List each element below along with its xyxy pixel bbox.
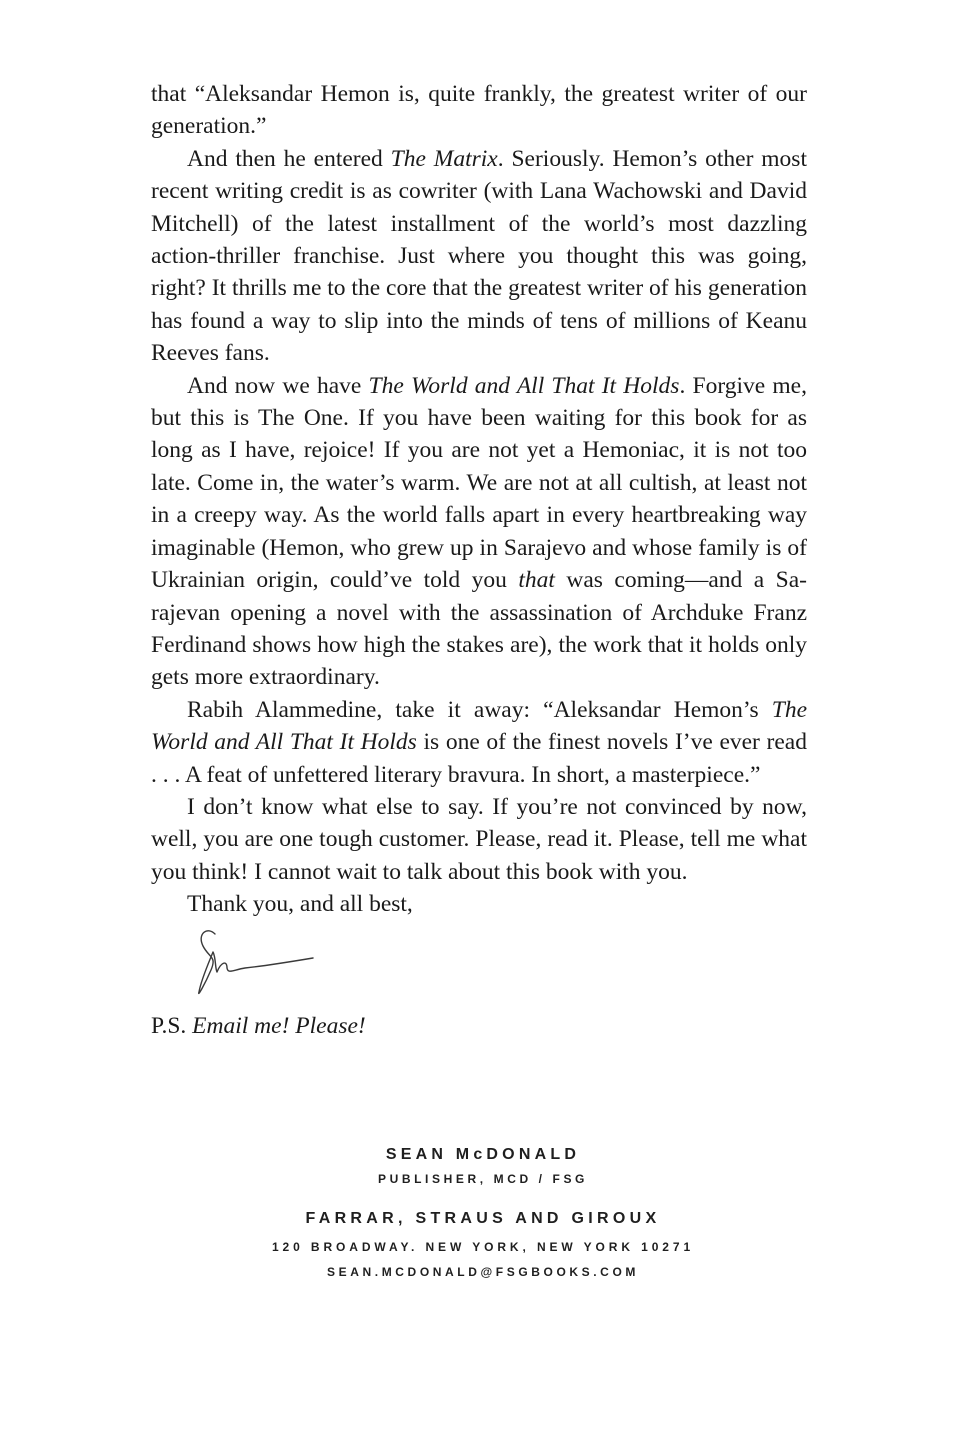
company-address: 120 BROADWAY. NEW YORK, NEW YORK 10271	[271, 1240, 695, 1254]
paragraph-4-text: Rabih Alammedine, take it away: “Aleksandar Hemon’s	[187, 696, 772, 723]
sender-email: SEAN.MCDONALD@FSGBOOKS.COM	[327, 1265, 639, 1279]
paragraph-5-text: I don’t know what else to say. If you’re not convinced by now, well, you are one tough customer. Please, read it. Please, tell me what you think! I cannot wait to talk about this book with you.	[151, 793, 807, 885]
paragraph-5	[151, 791, 807, 888]
paragraph-3-text-end: was coming—and a Sarajevan opening a novel with the assassination of Archduke Franz Ferdinand shows how high the stakes are), the work that it holds only gets more extraordinary.	[151, 567, 807, 691]
sender-name: SEAN McDONALD	[385, 1146, 581, 1163]
book-title: The World and All That It Holds	[368, 372, 680, 399]
paragraph-3-text: And now we have	[187, 372, 369, 399]
paragraph-1	[151, 78, 807, 143]
postscript-prefix: P.S.	[151, 1013, 187, 1039]
postscript	[151, 1010, 366, 1042]
paragraph-1-text: that “Aleksandar Hemon is, quite frankly, the greatest writer of our generation.”	[151, 81, 807, 140]
closing-line	[151, 888, 807, 920]
paragraph-3	[151, 370, 807, 694]
film-title-the-matrix: The Matrix	[390, 145, 498, 172]
emphasis-that: that	[518, 567, 555, 594]
paragraph-2-text-cont: . Seriously. Hemon’s other most recent writing credit is as cowriter (with Lana Wachowski and David Mitchell) of the latest installment of the world’s most dazzling action-thriller franchise. Just where you thought this was going, right? It thrills me to the core that the greatest writer of his generation has found a way to slip into the minds of tens of millions of Keanu Reeves fans.	[151, 145, 807, 367]
paragraph-4	[151, 694, 807, 791]
postscript-text: Email me! Please!	[192, 1013, 366, 1039]
paragraph-3-text-cont: . Forgive me, but this is The One. If you have been waiting for this book for as long as I have, rejoice! If you are not yet a Hemoniac, it is not too late. Come in, the water’s warm. We are not at all cultish, at least not in a creepy way. As the world falls apart in every heartbreaking way imaginable (Hemon, who grew up in Sarajevo and whose family is of Ukrainian origin, could’ve told you	[151, 372, 807, 594]
company-name: FARRAR, STRAUS AND GIROUX	[305, 1210, 661, 1227]
paragraph-4-text-cont: is one of the finest novels I’ve ever read . . . A feat of unfettered literary bravura. In short, a masterpiece.”	[151, 729, 807, 788]
paragraph-2-text: And then he entered	[187, 145, 391, 172]
book-title-quote: The World and All That It Holds	[151, 696, 807, 756]
closing-text: Thank you, and all best,	[187, 891, 413, 918]
paragraph-2	[151, 143, 807, 370]
sender-title: PUBLISHER, MCD / FSG	[377, 1172, 588, 1186]
handwritten-signature	[193, 926, 323, 1000]
letter-body	[151, 78, 807, 921]
